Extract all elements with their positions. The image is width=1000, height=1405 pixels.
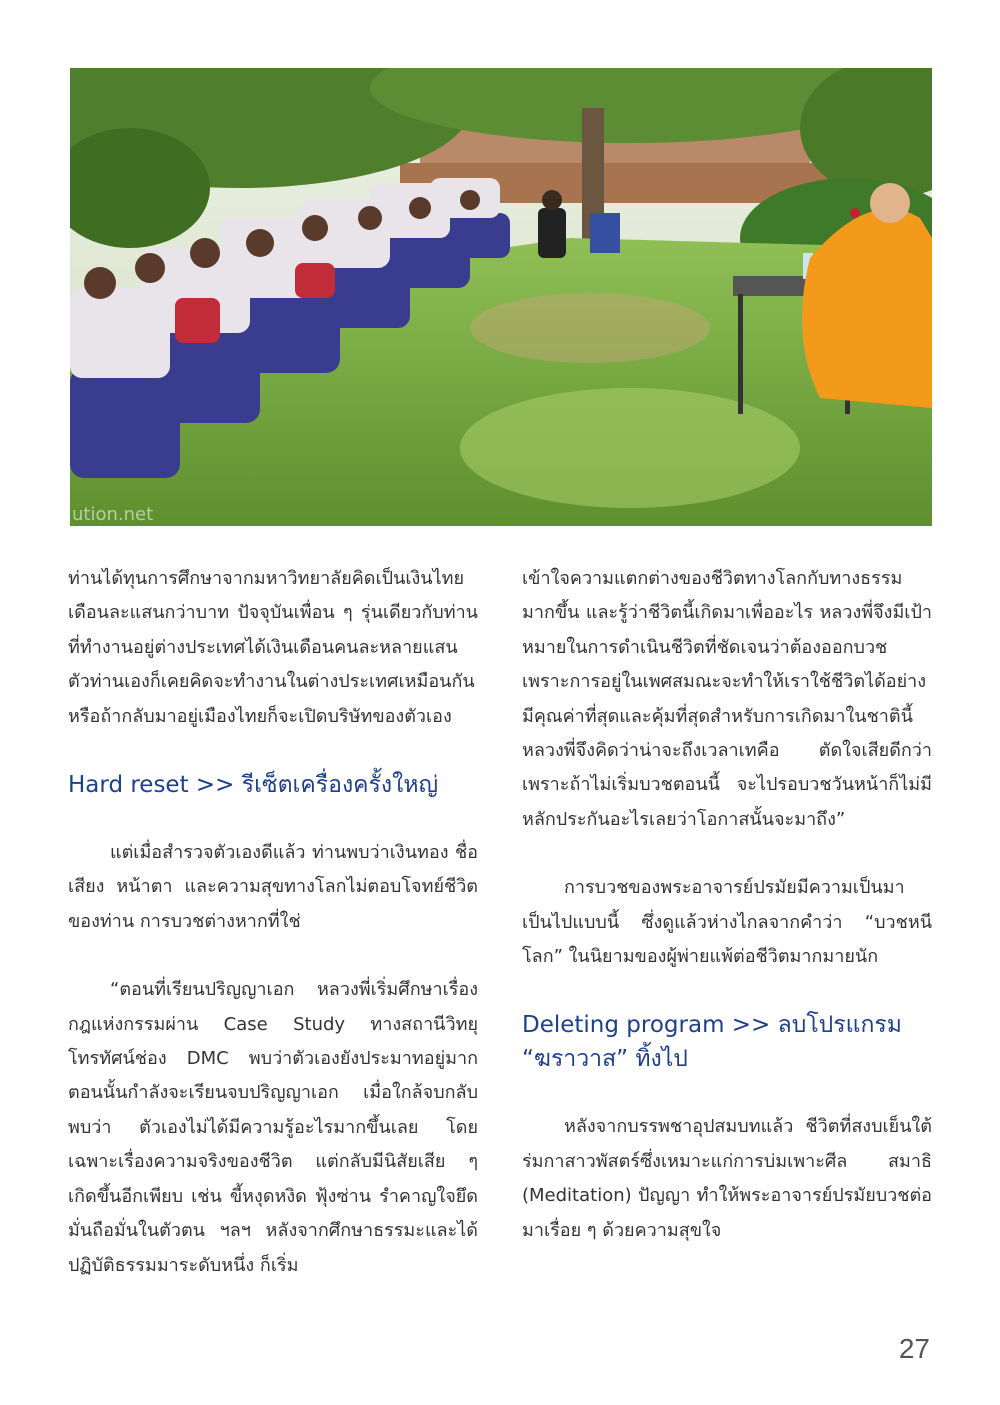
photo-monk-teaching-students <box>70 68 932 526</box>
right-paragraph-2: การบวชของพระอาจารย์ปรมัยมีความเป็นมาเป็นไปแบบนี้ ซึ่งดูแล้วห่างไกลจากคำว่า “บวชหนีโลก” ในนิยามของผู้พ่ายแพ้ต่อชีวิตมากมายนัก <box>522 877 932 968</box>
left-paragraph-3: “ตอนที่เรียนปริญญาเอก หลวงพี่เริ่มศึกษาเรื่องกฎแห่งกรรมผ่าน Case Study ทางสถานีวิทยุโทรทัศน์ช่อง DMC พบว่าตัวเองยังประมาทอยู่มาก ตอนนั้นกำลังจะเรียนจบปริญญาเอก เมื่อใกล้จบกลับพบว่า ตัวเองไม่ได้มีความรู้อะไรมากขึ้นเลย โดยเฉพาะเรื่องความจริงของชีวิต แต่กลับมีนิสัยเสีย ๆ เกิดขึ้นอีกเพียบ เช่น ขี้หงุดหงิด ฟุ้งซ่าน รำคาญใจยึดมั่นถือมั่นในตัวตน ฯลฯ หลังจากศึกษาธรรมะและได้ปฏิบัติธรรมมาระดับหนึ่ง ก็เริ่ม <box>68 979 478 1276</box>
right-paragraph-1: เข้าใจความแตกต่างของชีวิตทางโลกกับทางธรรมมากขึ้น และรู้ว่าชีวิตนี้เกิดมาเพื่ออะไร หลวงพี่จึงมีเป้าหมายในการดำเนินชีวิตที่ชัดเจนว่าต้องออกบวช เพราะการอยู่ในเพศสมณะจะทำให้เราใช้ชีวิตได้อย่างมีคุณค่าที่สุดและคุ้มที่สุดสำหรับการเกิดมาในชาตินี้ หลวงพี่จึงคิดว่าน่าจะถึงเวลาเทคือ ตัดใจเสียดีกว่า เพราะถ้าไม่เริ่มบวชตอนนี้ จะไปรอบวชวันหน้าก็ไม่มีหลักประกันอะไรเลยว่าโอกาสนั้นจะมาถึง” <box>522 568 932 830</box>
right-paragraph-3: หลังจากบรรพชาอุปสมบทแล้ว ชีวิตที่สงบเย็นใต้ร่มกาสาวพัสตร์ซึ่งเหมาะแก่การบ่มเพาะศีล สมาธิ (Meditation) ปัญญา ทำให้พระอาจารย์ปรมัยบวชต่อมาเรื่อย ๆ ด้วยความสุขใจ <box>522 1116 932 1241</box>
left-column <box>68 562 478 1283</box>
spacer <box>68 734 478 768</box>
spacer <box>68 802 478 836</box>
section-heading-hard-reset: Hard reset >> รีเซ็ตเครื่องครั้งใหญ่ <box>68 772 439 799</box>
left-paragraph-2: แต่เมื่อสำรวจตัวเองดีแล้ว ท่านพบว่าเงินทอง ชื่อเสียง หน้าตา และความสุขทางโลกไม่ตอบโจทย์ชีวิตของท่าน การบวชต่างหากที่ใช่ <box>68 842 478 932</box>
section-heading-deleting-program: Deleting program >> ลบโปรแกรม “ฆราวาส” ทิ้งไป <box>522 1012 902 1073</box>
page-number: 27 <box>898 1333 930 1364</box>
left-paragraph-1: ท่านได้ทุนการศึกษาจากมหาวิทยาลัยคิดเป็นเงินไทยเดือนละแสนกว่าบาท ปัจจุบันเพื่อน ๆ รุ่นเดียวกับท่านที่ทำงานอยู่ต่างประเทศได้เงินเดือนคนละหลายแสน ตัวท่านเองก็เคยคิดจะทำงานในต่างประเทศเหมือนกัน หรือถ้ากลับมาอยู่เมืองไทยก็จะเปิดบริษัทของตัวเอง <box>68 568 478 727</box>
right-column <box>522 562 932 1248</box>
spacer <box>522 837 932 871</box>
photo-watermark: ution.net <box>72 504 154 525</box>
spacer <box>522 1076 932 1110</box>
spacer <box>522 974 932 1008</box>
spacer <box>68 939 478 973</box>
